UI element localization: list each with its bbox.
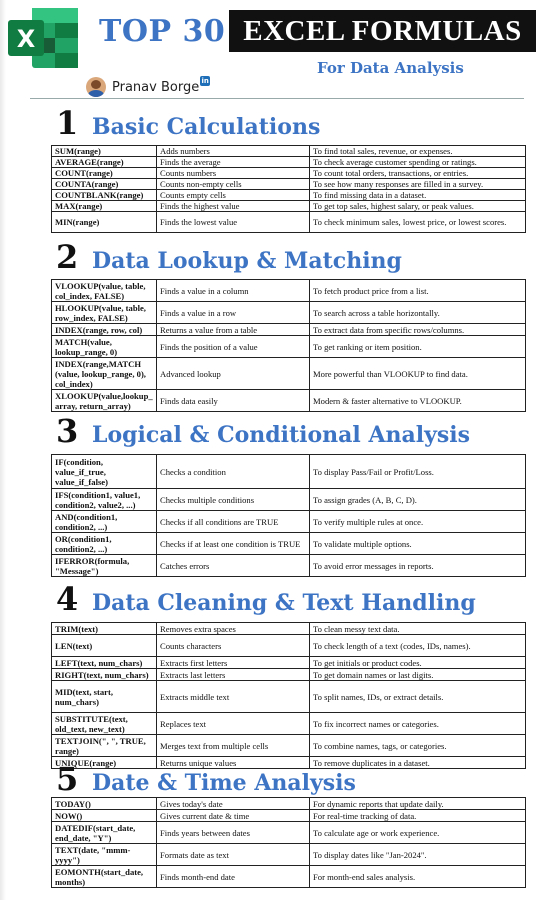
linkedin-icon: in: [201, 77, 209, 85]
left-edge-shadow: [0, 0, 6, 900]
description-cell: Finds month-end date: [157, 866, 310, 888]
section-heading: Data Cleaning & Text Handling: [92, 590, 476, 616]
description-cell: Finds a value in a row: [157, 302, 310, 324]
description-cell: Counts non-empty cells: [157, 179, 310, 190]
use-case-cell: To avoid error messages in reports.: [310, 555, 526, 577]
use-case-cell: More powerful than VLOOKUP to find data.: [310, 358, 526, 390]
use-case-cell: Modern & faster alternative to VLOOKUP.: [310, 390, 526, 412]
description-cell: Formats date as text: [157, 844, 310, 866]
use-case-cell: For dynamic reports that update daily.: [310, 798, 526, 810]
header-divider: [30, 98, 524, 99]
section-number: 1: [56, 104, 79, 142]
use-case-cell: To get domain names or last digits.: [310, 669, 526, 681]
table-row: [52, 201, 526, 212]
section-heading: Basic Calculations: [92, 114, 321, 140]
excel-logo-icon: [6, 6, 82, 70]
description-cell: Finds the highest value: [157, 201, 310, 212]
description-cell: Finds a value in a column: [157, 280, 310, 302]
use-case-cell: To validate multiple options.: [310, 533, 526, 555]
formula-table-1: [51, 145, 526, 233]
use-case-cell: To calculate age or work experience.: [310, 822, 526, 844]
formula-cell: COUNT(range): [52, 168, 157, 179]
formula-cell: SUBSTITUTE(text, old_text, new_text): [52, 713, 157, 735]
section-number: 2: [56, 238, 79, 276]
use-case-cell: To extract data from specific rows/columns.: [310, 324, 526, 336]
section-number: 3: [56, 412, 79, 450]
table-row: [52, 190, 526, 201]
section-heading: Logical & Conditional Analysis: [92, 422, 471, 448]
section-heading: Date & Time Analysis: [92, 770, 356, 796]
table-row: [52, 302, 526, 324]
use-case-cell: To fetch product price from a list.: [310, 280, 526, 302]
top-label: TOP 30: [99, 14, 226, 49]
use-case-cell: To count total orders, transactions, or entries.: [310, 168, 526, 179]
description-cell: Extracts first letters: [157, 657, 310, 669]
table-row: [52, 555, 526, 577]
formula-cell: NOW(): [52, 810, 157, 822]
table-row: [52, 735, 526, 757]
table-row: [52, 810, 526, 822]
use-case-cell: To find total sales, revenue, or expenses.: [310, 146, 526, 157]
description-cell: Merges text from multiple cells: [157, 735, 310, 757]
description-cell: Advanced lookup: [157, 358, 310, 390]
use-case-cell: To get initials or product codes.: [310, 657, 526, 669]
section-number: 4: [56, 580, 79, 618]
table-row: [52, 336, 526, 358]
table-row: [52, 212, 526, 233]
table-row: [52, 324, 526, 336]
formula-cell: VLOOKUP(value, table, col_index, FALSE): [52, 280, 157, 302]
use-case-cell: To display dates like "Jan-2024".: [310, 844, 526, 866]
use-case-cell: To get top sales, highest salary, or peak values.: [310, 201, 526, 212]
use-case-cell: To fix incorrect names or categories.: [310, 713, 526, 735]
table-row: [52, 489, 526, 511]
use-case-cell: To check minimum sales, lowest price, or lowest scores.: [310, 212, 526, 233]
subtitle: For Data Analysis: [317, 59, 464, 77]
use-case-cell: To check length of a text (codes, IDs, names).: [310, 635, 526, 657]
formula-cell: SUM(range): [52, 146, 157, 157]
formula-cell: XLOOKUP(value,lookup_ array, return_array): [52, 390, 157, 412]
section-title-2: [56, 238, 402, 276]
table-row: [52, 390, 526, 412]
description-cell: Checks multiple conditions: [157, 489, 310, 511]
author: [86, 77, 210, 97]
use-case-cell: To check average customer spending or ratings.: [310, 157, 526, 168]
use-case-cell: To remove duplicates in a dataset.: [310, 757, 526, 769]
table-row: [52, 179, 526, 190]
formula-table-2: [51, 279, 526, 412]
avatar: [86, 77, 106, 97]
description-cell: Finds years between dates: [157, 822, 310, 844]
formula-cell: MAX(range): [52, 201, 157, 212]
section-number: 5: [56, 760, 79, 798]
formula-cell: MID(text, start, num_chars): [52, 681, 157, 713]
table-row: [52, 657, 526, 669]
use-case-cell: To find missing data in a dataset.: [310, 190, 526, 201]
title-banner: EXCEL FORMULAS: [229, 10, 536, 52]
table-row: [52, 822, 526, 844]
description-cell: Finds data easily: [157, 390, 310, 412]
section-title-3: [56, 412, 470, 450]
description-cell: Removes extra spaces: [157, 623, 310, 635]
formula-cell: MATCH(value, lookup_range, 0): [52, 336, 157, 358]
formula-cell: EOMONTH(start_date, months): [52, 866, 157, 888]
use-case-cell: To get ranking or item position.: [310, 336, 526, 358]
table-row: [52, 533, 526, 555]
formula-cell: TEXTJOIN(", ", TRUE, range): [52, 735, 157, 757]
description-cell: Extracts middle text: [157, 681, 310, 713]
use-case-cell: To display Pass/Fail or Profit/Loss.: [310, 455, 526, 489]
description-cell: Checks if at least one condition is TRUE: [157, 533, 310, 555]
description-cell: Counts empty cells: [157, 190, 310, 201]
formula-cell: UNIQUE(range): [52, 757, 157, 769]
table-row: [52, 844, 526, 866]
section-title-5: [56, 760, 356, 798]
section-heading: Data Lookup & Matching: [92, 248, 402, 274]
description-cell: Finds the average: [157, 157, 310, 168]
description-cell: Returns unique values: [157, 757, 310, 769]
formula-cell: IFERROR(formula, "Message"): [52, 555, 157, 577]
table-row: [52, 146, 526, 157]
formula-table-5: [51, 797, 526, 888]
formula-cell: OR(condition1, condition2, ...): [52, 533, 157, 555]
use-case-cell: To verify multiple rules at once.: [310, 511, 526, 533]
use-case-cell: To search across a table horizontally.: [310, 302, 526, 324]
formula-cell: TRIM(text): [52, 623, 157, 635]
description-cell: Finds the lowest value: [157, 212, 310, 233]
table-row: [52, 455, 526, 489]
description-cell: Checks a condition: [157, 455, 310, 489]
table-row: [52, 866, 526, 888]
use-case-cell: To clean messy text data.: [310, 623, 526, 635]
formula-cell: INDEX(range, row, col): [52, 324, 157, 336]
table-row: [52, 669, 526, 681]
description-cell: Extracts last letters: [157, 669, 310, 681]
use-case-cell: To see how many responses are filled in a survey.: [310, 179, 526, 190]
description-cell: Returns a value from a table: [157, 324, 310, 336]
table-row: [52, 280, 526, 302]
formula-cell: LEFT(text, num_chars): [52, 657, 157, 669]
description-cell: Catches errors: [157, 555, 310, 577]
use-case-cell: To split names, IDs, or extract details.: [310, 681, 526, 713]
description-cell: Gives current date & time: [157, 810, 310, 822]
table-row: [52, 168, 526, 179]
header: [0, 0, 544, 95]
table-row: [52, 681, 526, 713]
formula-cell: DATEDIF(start_date, end_date, "Y"): [52, 822, 157, 844]
formula-table-4: [51, 622, 526, 769]
formula-table-3: [51, 454, 526, 577]
table-row: [52, 713, 526, 735]
table-row: [52, 798, 526, 810]
formula-cell: HLOOKUP(value, table, row_index, FALSE): [52, 302, 157, 324]
formula-cell: COUNTBLANK(range): [52, 190, 157, 201]
formula-cell: RIGHT(text, num_chars): [52, 669, 157, 681]
formula-cell: LEN(text): [52, 635, 157, 657]
description-cell: Gives today's date: [157, 798, 310, 810]
table-row: [52, 157, 526, 168]
formula-cell: IF(condition, value_if_true, value_if_false): [52, 455, 157, 489]
use-case-cell: For real-time tracking of data.: [310, 810, 526, 822]
use-case-cell: For month-end sales analysis.: [310, 866, 526, 888]
description-cell: Adds numbers: [157, 146, 310, 157]
logo-letter: X: [16, 25, 36, 53]
description-cell: Counts characters: [157, 635, 310, 657]
formula-cell: AVERAGE(range): [52, 157, 157, 168]
description-cell: Replaces text: [157, 713, 310, 735]
use-case-cell: To combine names, tags, or categories.: [310, 735, 526, 757]
formula-cell: AND(condition1, condition2, ...): [52, 511, 157, 533]
description-cell: Finds the position of a value: [157, 336, 310, 358]
use-case-cell: To assign grades (A, B, C, D).: [310, 489, 526, 511]
author-name: Pranav Borge: [112, 79, 200, 95]
description-cell: Counts numbers: [157, 168, 310, 179]
formula-cell: TEXT(date, "mmm-yyyy"): [52, 844, 157, 866]
table-row: [52, 635, 526, 657]
description-cell: Checks if all conditions are TRUE: [157, 511, 310, 533]
table-row: [52, 623, 526, 635]
section-title-1: [56, 104, 320, 142]
formula-cell: MIN(range): [52, 212, 157, 233]
table-row: [52, 511, 526, 533]
formula-cell: IFS(condition1, value1, condition2, value2, ...): [52, 489, 157, 511]
formula-cell: COUNTA(range): [52, 179, 157, 190]
table-row: [52, 358, 526, 390]
formula-cell: INDEX(range,MATCH (value, lookup_range, 0), col_index): [52, 358, 157, 390]
section-title-4: [56, 580, 476, 618]
formula-cell: TODAY(): [52, 798, 157, 810]
